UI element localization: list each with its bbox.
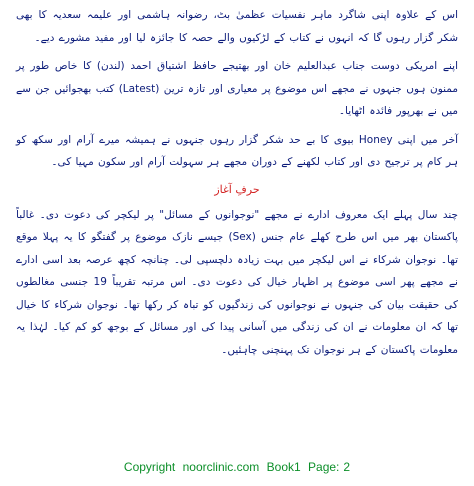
paragraph-acknowledgement-3: آخر میں اپنی Honey بیوی کا بے حد شکر گزار رہوں جنہوں نے ہمیشہ میرے آرام اور سکھ کو ہر کام پر ترجیح دی اور کتاب لکھنے کے دوران مجھے ہر سہولت آرام اور سکون مہیا کی۔	[16, 133, 459, 168]
paragraph-acknowledgement-2: اپنے امریکی دوست جناب عبدالعلیم خان اور بھتیجے حافظ اشتیاق احمد (لندن) کا خاص طور پر ممنون ہوں جنہوں نے مجھے اس موضوع پر معیاری اور تازہ ترین (Latest) کتب بھجوائیں جن سے میں نے بھرپور فائدہ اٹھایا۔	[16, 60, 458, 117]
footer-book: Book1	[266, 460, 301, 474]
section-heading: حرفِ آغاز	[214, 182, 260, 196]
paragraph-introduction: چند سال پہلے ایک معروف ادارے نے مجھے "نوجوانوں کے مسائل" پر لیکچر کی دعوت دی۔ غالباً پاکستان بھر میں اس طرح کھلے عام جنس (Sex) جیسے نازک موضوع پر گفتگو کا یہ پہلا موقع تھا۔ نوجوان شرکاء نے اس لیکچر میں بہت زیادہ دلچسپی لی۔ چنانچہ کچھ عرصہ بعد اسی ادارے نے مجھے پھر اسی موضوع پر اظہار خیال کی دعوت دی۔ اس مرتبہ تقریباً 19 جنسی مغالطوں کی حقیقت بیان کی جنہوں نے نوجوانوں کی زندگیوں کو تباہ کر رکھا تھا۔ نوجوان شرکاء کا خیال تھا کہ ان معلومات نے ان کی زندگی میں آسانی پیدا کی اور مسائل کے بوجھ کو کم کیا۔ لہٰذا یہ معلومات پاکستان کے ہر نوجوان تک پہنچنی چاہئیں۔	[16, 208, 458, 356]
footer-copyright: Copyright	[123, 460, 176, 474]
footer-site: noorclinic.com	[182, 460, 260, 474]
paragraph-acknowledgement-1: اس کے علاوہ اپنی شاگرد ماہر نفسیات عظمیٰ بٹ، رضوانہ ہاشمی اور علیمہ سعدیہ کا بھی شکر گزار رہوں گا کہ انہوں نے کتاب کے لڑکیوں والے حصہ کا جائزہ لیا اور مفید مشورے دیے۔	[16, 9, 458, 44]
page-footer	[0, 460, 474, 474]
footer-page-label: Page:	[308, 460, 340, 474]
footer-page-number: 2	[343, 460, 351, 474]
